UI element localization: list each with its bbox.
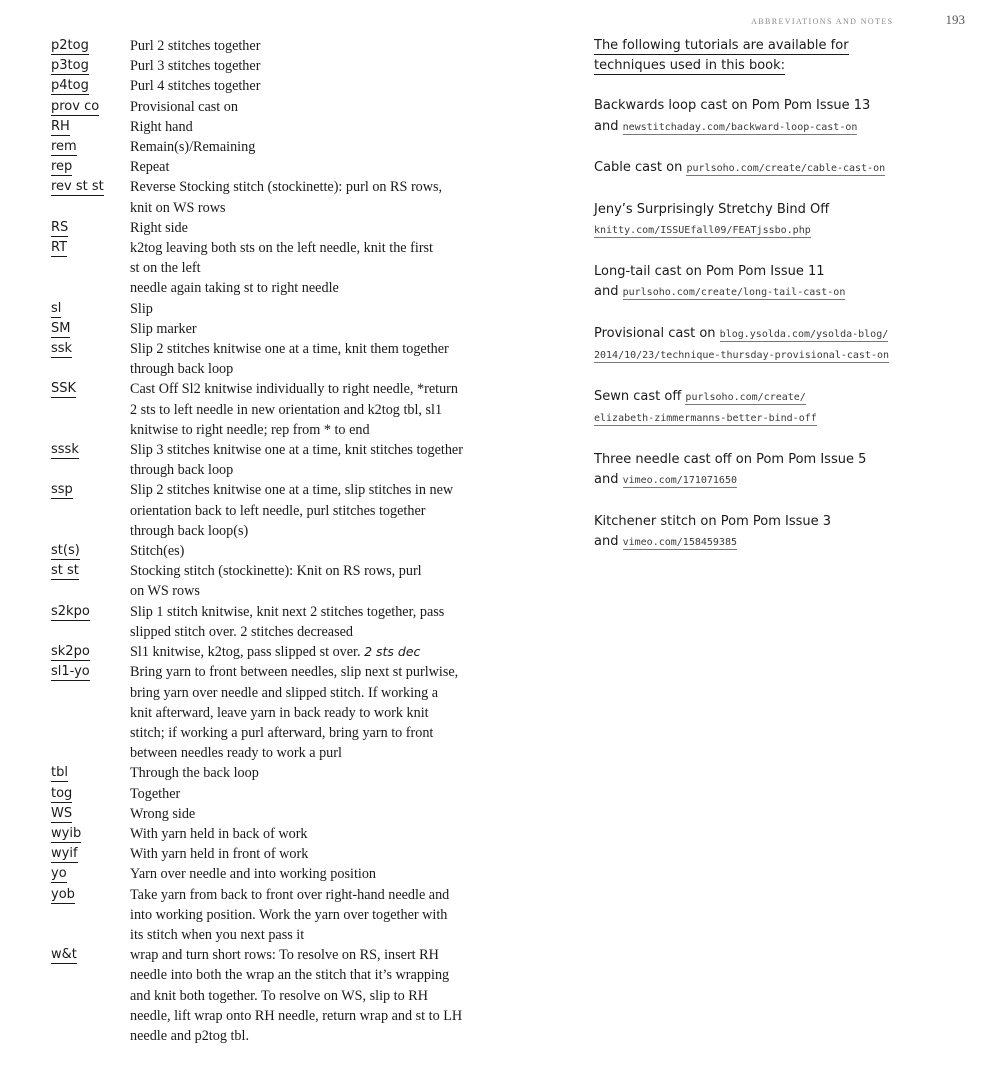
abbreviation-row: [51, 864, 521, 884]
abbreviation-definition: With yarn held in front of work: [130, 846, 309, 863]
tutorial-list: [594, 96, 894, 553]
abbreviation-row: [51, 299, 521, 319]
abbreviation-definition-cell: [130, 561, 521, 601]
tutorial-line: [594, 158, 894, 179]
abbreviation-row: [51, 76, 521, 96]
abbreviation-term-cell: [51, 117, 130, 137]
abbreviation-term: st(s): [51, 543, 80, 559]
tutorial-text: Kitchener stitch on Pom Pom Issue 3: [594, 513, 832, 529]
abbreviation-definition: Wrong side: [130, 805, 196, 822]
abbreviation-term-cell: [51, 299, 130, 319]
tutorial-text: Long-tail cast on Pom Pom Issue 11: [594, 263, 825, 279]
abbreviation-definition: Cast Off Sl2 knitwise individually to right needle, *return 2 sts to left needle in new orientation and k2tog tbl, sl1 knitwise to right needle; rep from * to end: [130, 381, 458, 438]
tutorial-text: Sewn cast off: [594, 388, 686, 404]
abbreviation-definition-cell: [130, 824, 521, 844]
abbreviation-definition-cell: [130, 844, 521, 864]
tutorial-link[interactable]: elizabeth-zimmermanns-better-bind-off: [594, 412, 817, 424]
tutorial-text: Cable cast on: [594, 160, 687, 176]
abbreviation-definition: Slip: [130, 300, 153, 317]
abbreviation-row: [51, 319, 521, 339]
abbreviation-term: p2tog: [51, 38, 89, 53]
tutorial-line: [594, 470, 894, 491]
abbreviation-definition: Yarn over needle and into working position: [130, 866, 377, 883]
abbreviation-term: rev st st: [51, 179, 104, 195]
abbreviation-term: SSK: [51, 381, 77, 397]
abbreviation-term-cell: [51, 177, 130, 197]
abbreviation-definition-cell: [130, 642, 521, 662]
abbreviation-definition: Slip 2 stitches knitwise one at a time, slip stitches in new orientation back to left needle, purl stitches together through back loop(s): [130, 482, 454, 539]
abbreviation-row: [51, 541, 521, 561]
abbreviation-definition: Stitch(es): [130, 543, 185, 560]
abbreviation-term: prov co: [51, 98, 100, 114]
abbreviation-definition-cell: [130, 177, 521, 217]
tutorial-line: [594, 387, 894, 408]
tutorial-line: [594, 532, 894, 553]
abbreviation-row: [51, 218, 521, 238]
abbreviation-row: [51, 440, 521, 480]
abbreviation-row: [51, 602, 521, 642]
tutorial-line: [594, 324, 894, 345]
tutorial-item: [594, 450, 894, 491]
tutorial-line: [594, 117, 894, 138]
tutorial-link[interactable]: knitty.com/ISSUEfall09/FEATjssbo.php: [594, 225, 811, 237]
tutorial-line: [594, 512, 894, 532]
running-head: ABBREVIATIONS AND NOTES: [751, 17, 894, 26]
intro-line-2: techniques used in this book:: [594, 58, 786, 74]
abbreviation-definition: Remain(s)/Remaining: [130, 139, 256, 156]
abbreviation-term: SM: [51, 320, 71, 336]
abbreviation-term-cell: [51, 97, 130, 117]
abbreviation-term-cell: [51, 541, 130, 561]
abbreviation-term-cell: [51, 561, 130, 581]
abbreviation-row: [51, 238, 521, 299]
abbreviation-row: [51, 117, 521, 137]
tutorial-text: and: [594, 284, 623, 300]
abbreviation-row: [51, 885, 521, 946]
intro-line-1: The following tutorials are available for: [594, 38, 849, 53]
abbreviation-term: WS: [51, 805, 73, 821]
abbreviation-definition: Purl 4 stitches together: [130, 78, 261, 95]
abbreviation-definition: Through the back loop: [130, 765, 259, 782]
abbreviation-definition: Right hand: [130, 118, 193, 135]
abbreviation-term-cell: [51, 137, 130, 157]
abbreviation-term: sssk: [51, 442, 79, 458]
abbreviation-term-cell: [51, 784, 130, 804]
abbreviation-term: rep: [51, 159, 73, 175]
tutorial-text: and: [594, 533, 623, 549]
abbreviation-row: [51, 763, 521, 783]
abbreviation-definition: Slip marker: [130, 320, 197, 337]
abbreviation-definition-cell: [130, 379, 521, 440]
tutorial-line: [594, 408, 894, 429]
abbreviation-term-cell: [51, 56, 130, 76]
abbreviation-row: [51, 36, 521, 56]
abbreviation-definition-cell: [130, 602, 521, 642]
abbreviation-term: RH: [51, 118, 70, 134]
abbreviation-definition: Together: [130, 785, 181, 802]
abbreviation-term: sl1-yo: [51, 664, 90, 680]
abbreviation-definition-cell: [130, 56, 521, 76]
abbreviation-term-cell: [51, 602, 130, 622]
abbreviation-definition-cell: [130, 662, 521, 763]
abbreviation-term: p3tog: [51, 58, 89, 74]
abbreviation-definition-cell: [130, 76, 521, 96]
abbreviation-term-cell: [51, 480, 130, 500]
abbreviation-term: RT: [51, 240, 68, 256]
tutorial-text: and: [594, 471, 623, 487]
tutorial-item: [594, 262, 894, 303]
tutorial-text: Three needle cast off on Pom Pom Issue 5: [594, 451, 867, 467]
abbreviation-row: [51, 784, 521, 804]
abbreviation-row: [51, 56, 521, 76]
abbreviation-row: [51, 480, 521, 541]
abbreviation-term: yob: [51, 886, 75, 902]
abbreviation-term-cell: [51, 379, 130, 399]
page-header: [751, 12, 965, 28]
abbreviation-definition-cell: [130, 339, 521, 379]
abbreviation-term-cell: [51, 844, 130, 864]
abbreviation-definition: Bring yarn to front between needles, slip next st purlwise, bring yarn over needle and slipped stitch. If working a knit afterward, leave yarn in back ready to work knit stitch; if working a purl afterward, bring yarn to front between needles ready to work a purl: [130, 664, 459, 762]
abbreviation-term: p4tog: [51, 78, 89, 94]
abbreviation-term: w&t: [51, 947, 77, 963]
abbreviation-row: [51, 824, 521, 844]
abbreviation-row: [51, 157, 521, 177]
abbreviation-term-cell: [51, 945, 130, 965]
abbreviation-term: ssp: [51, 482, 73, 498]
abbreviation-definition-cell: [130, 945, 521, 1046]
tutorial-link[interactable]: purlsoho.com/create/cable-cast-on: [686, 163, 886, 175]
abbreviation-term-cell: [51, 824, 130, 844]
abbreviation-definition-cell: [130, 97, 521, 117]
tutorial-line: [594, 345, 894, 366]
abbreviation-term-cell: [51, 864, 130, 884]
abbreviation-term: sk2po: [51, 644, 90, 660]
abbreviation-row: [51, 662, 521, 763]
tutorial-link[interactable]: 2014/10/23/technique-thursday-provisional-cast-on: [594, 350, 890, 362]
abbreviation-term: sl: [51, 300, 62, 316]
abbreviation-row: [51, 97, 521, 117]
abbreviation-definition-cell: [130, 319, 521, 339]
abbreviation-row: [51, 844, 521, 864]
page-number: 193: [945, 12, 965, 27]
tutorial-item: [594, 96, 894, 137]
abbreviation-row: [51, 561, 521, 601]
tutorial-line: [594, 200, 894, 220]
tutorial-line: [594, 220, 894, 241]
tutorial-link[interactable]: vimeo.com/171071650: [622, 474, 737, 486]
abbreviation-definition: Repeat: [130, 159, 170, 176]
abbreviation-term-cell: [51, 36, 130, 56]
tutorials-section: [594, 36, 894, 573]
abbreviation-definition-cell: [130, 804, 521, 824]
tutorial-link[interactable]: newstitchaday.com/backward-loop-cast-on: [622, 121, 858, 133]
tutorial-line: [594, 96, 894, 116]
abbreviation-row: [51, 177, 521, 217]
abbreviation-term-cell: [51, 339, 130, 359]
abbreviation-definition-cell: [130, 157, 521, 177]
abbreviation-row: [51, 945, 521, 1046]
abbreviation-definition: Slip 1 stitch knitwise, knit next 2 stitches together, pass slipped stitch over. 2 stitches decreased: [130, 603, 445, 640]
abbreviation-term: wyif: [51, 846, 78, 862]
tutorial-line: [594, 282, 894, 303]
abbreviation-row: [51, 642, 521, 662]
abbreviation-definition-cell: [130, 784, 521, 804]
abbreviation-definition: With yarn held in back of work: [130, 825, 308, 842]
abbreviation-definition-cell: [130, 117, 521, 137]
abbreviation-term-cell: [51, 804, 130, 824]
abbreviation-term: tbl: [51, 765, 68, 781]
abbreviation-term-cell: [51, 76, 130, 96]
abbreviation-term: rem: [51, 139, 77, 155]
tutorial-item: [594, 387, 894, 429]
tutorial-link[interactable]: purlsoho.com/create/: [685, 391, 806, 403]
tutorial-text: Backwards loop cast on Pom Pom Issue 13: [594, 98, 871, 114]
abbreviation-definition-cell: [130, 238, 521, 299]
abbreviation-term-cell: [51, 218, 130, 238]
abbreviation-definition: Right side: [130, 219, 188, 236]
tutorial-text: Jeny’s Surprisingly Stretchy Bind Off: [594, 202, 830, 218]
abbreviation-definition: Provisional cast on: [130, 98, 238, 115]
abbreviation-term-cell: [51, 157, 130, 177]
abbreviation-term-cell: [51, 662, 130, 682]
abbreviation-definition-cell: [130, 480, 521, 541]
abbreviation-definition-note: 2 sts dec: [364, 644, 421, 660]
abbreviation-definition-cell: [130, 218, 521, 238]
abbreviation-definition: k2tog leaving both sts on the left needle, knit the first st on the left needle again taking st to right needle: [130, 240, 434, 297]
abbreviation-row: [51, 339, 521, 379]
abbreviation-definition: Purl 2 stitches together: [130, 38, 261, 54]
abbreviation-definition-cell: [130, 541, 521, 561]
tutorial-text: and: [594, 118, 623, 134]
abbreviation-definition-cell: [130, 299, 521, 319]
abbreviation-term: yo: [51, 866, 67, 882]
tutorial-text: Provisional cast on: [594, 325, 720, 341]
abbreviation-definition-cell: [130, 137, 521, 157]
abbreviation-definition-cell: [130, 36, 521, 56]
abbreviation-term-cell: [51, 440, 130, 460]
abbreviation-definition: Purl 3 stitches together: [130, 58, 261, 75]
tutorial-item: [594, 200, 894, 241]
tutorials-intro: [594, 36, 894, 76]
tutorial-link[interactable]: vimeo.com/158459385: [622, 536, 737, 548]
abbreviation-term-cell: [51, 763, 130, 783]
abbreviation-term-cell: [51, 238, 130, 258]
tutorial-line: [594, 262, 894, 282]
abbreviation-row: [51, 379, 521, 440]
abbreviation-term: RS: [51, 219, 69, 235]
abbreviation-definition: Take yarn from back to front over right-hand needle and into working position. Work the yarn over together with its stitch when you next pass it: [130, 886, 450, 943]
tutorial-line: [594, 450, 894, 470]
tutorial-item: [594, 512, 894, 553]
tutorial-item: [594, 158, 894, 179]
tutorial-link[interactable]: blog.ysolda.com/ysolda-blog/: [719, 328, 889, 340]
abbreviation-definition: Slip 3 stitches knitwise one at a time, knit stitches together through back loop: [130, 442, 463, 479]
abbreviation-term: wyib: [51, 825, 82, 841]
abbreviation-definition-cell: [130, 864, 521, 884]
abbreviations-list: [51, 36, 521, 1046]
tutorial-link[interactable]: purlsoho.com/create/long-tail-cast-on: [622, 287, 846, 299]
abbreviation-term-cell: [51, 642, 130, 662]
abbreviation-term: ssk: [51, 341, 73, 357]
abbreviation-definition-cell: [130, 885, 521, 946]
abbreviation-definition: Reverse Stocking stitch (stockinette): purl on RS rows, knit on WS rows: [130, 179, 443, 216]
abbreviation-term: s2kpo: [51, 603, 90, 619]
abbreviation-row: [51, 804, 521, 824]
abbreviation-definition: Stocking stitch (stockinette): Knit on RS rows, purl on WS rows: [130, 563, 422, 600]
abbreviation-definition-cell: [130, 763, 521, 783]
tutorial-item: [594, 324, 894, 366]
abbreviation-definition: Sl1 knitwise, k2tog, pass slipped st over.: [130, 644, 361, 661]
abbreviation-term-cell: [51, 885, 130, 905]
abbreviation-definition: Slip 2 stitches knitwise one at a time, knit them together through back loop: [130, 341, 449, 378]
abbreviation-definition-cell: [130, 440, 521, 480]
abbreviation-term-cell: [51, 319, 130, 339]
abbreviation-row: [51, 137, 521, 157]
abbreviation-term: st st: [51, 563, 79, 579]
abbreviation-term: tog: [51, 785, 73, 801]
abbreviation-definition: wrap and turn short rows: To resolve on RS, insert RH needle into both the wrap an the stitch that it’s wrapping and knit both together. To resolve on WS, slip to RH needle, lift wrap onto RH needle, return wrap and st to LH needle and p2tog tbl.: [130, 947, 463, 1044]
